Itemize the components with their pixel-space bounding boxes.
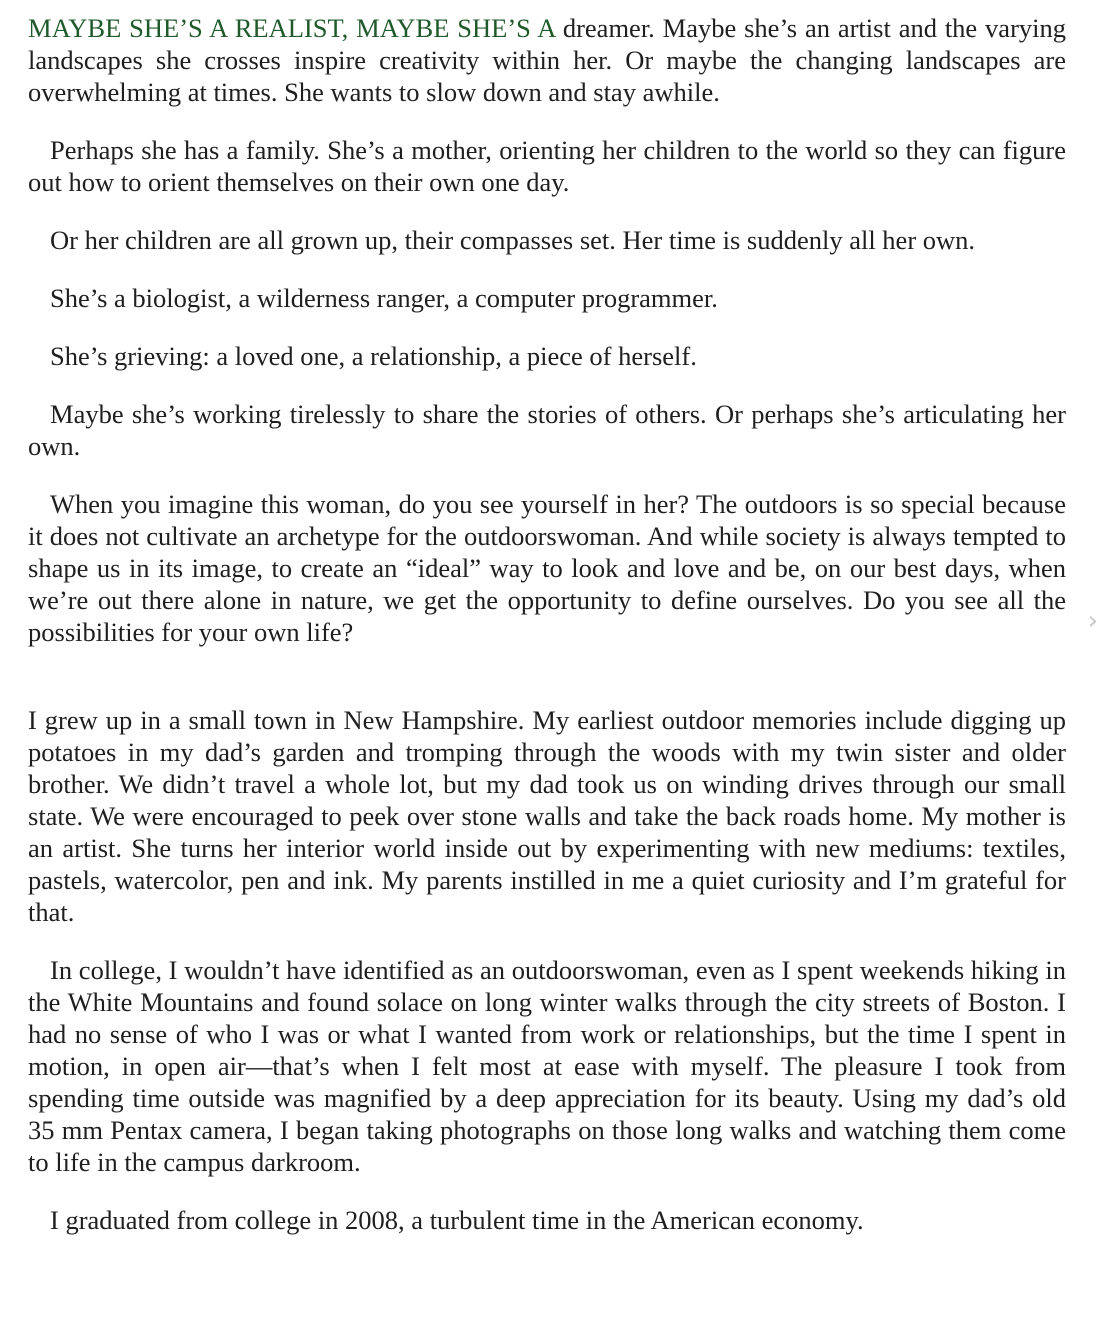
paragraph-5: She’s grieving: a loved one, a relationship, a piece of herself. bbox=[50, 341, 697, 371]
paragraph-1 bbox=[28, 12, 1066, 108]
paragraph-8: I grew up in a small town in New Hampshire. My earliest outdoor memories include digging up potatoes in my dad’s garden and tromping through the woods with my twin sister and older brother. We didn’t travel a whole lot, but my dad took us on winding drives through our small state. We were encouraged to peek over stone walls and take the back roads home. My mother is an artist. She turns her interior world inside out by experimenting with new mediums: textiles, pastels, watercolor, pen and ink. My parents instilled in me a quiet curiosity and I’m grateful for that. bbox=[28, 705, 1066, 927]
paragraph-10: I graduated from college in 2008, a turbulent time in the American economy. bbox=[50, 1205, 864, 1235]
paragraph-7: When you imagine this woman, do you see yourself in her? The outdoors is so special because it does not cultivate an archetype for the outdoorswoman. And while society is always tempted to shape us in its image, to create an “ideal” way to look and love and be, on our best days, when we’re out there alone in nature, we get the opportunity to define ourselves. Do you see all the possibilities for your own life? bbox=[28, 489, 1066, 647]
paragraph-6: Maybe she’s working tirelessly to share the stories of others. Or perhaps she’s articulating her own. bbox=[28, 399, 1066, 461]
paragraph-3: Or her children are all grown up, their compasses set. Her time is suddenly all her own. bbox=[50, 225, 976, 255]
paragraph-1-text: dreamer. Maybe she’s an artist and the varying landscapes she crosses inspire creativity within her. Or maybe the changing landscapes are overwhelming at times. She wants to slow down and stay awhile. bbox=[28, 13, 1067, 107]
paragraph-4: She’s a biologist, a wilderness ranger, a computer programmer. bbox=[50, 283, 718, 313]
paragraph-2: Perhaps she has a family. She’s a mother, orienting her children to the world so they can figure out how to orient themselves on their own one day. bbox=[28, 135, 1066, 197]
lead-in-small-caps: MAYBE SHE’S A REALIST, MAYBE SHE’S A bbox=[28, 13, 555, 43]
chevron-right-icon[interactable]: › bbox=[1087, 606, 1098, 636]
paragraph-9: In college, I wouldn’t have identified as an outdoorswoman, even as I spent weekends hiking in the White Mountains and found solace on long winter walks through the city streets of Boston. I had no sense of who I was or what I wanted from work or relationships, but the time I spent in motion, in open air—that’s when I felt most at ease with myself. The pleasure I took from spending time outside was magnified by a deep appreciation for its beauty. Using my dad’s old 35 mm Pentax camera, I began taking photographs on those long walks and watching them come to life in the campus darkroom. bbox=[28, 955, 1066, 1177]
reading-page bbox=[28, 0, 1066, 1262]
